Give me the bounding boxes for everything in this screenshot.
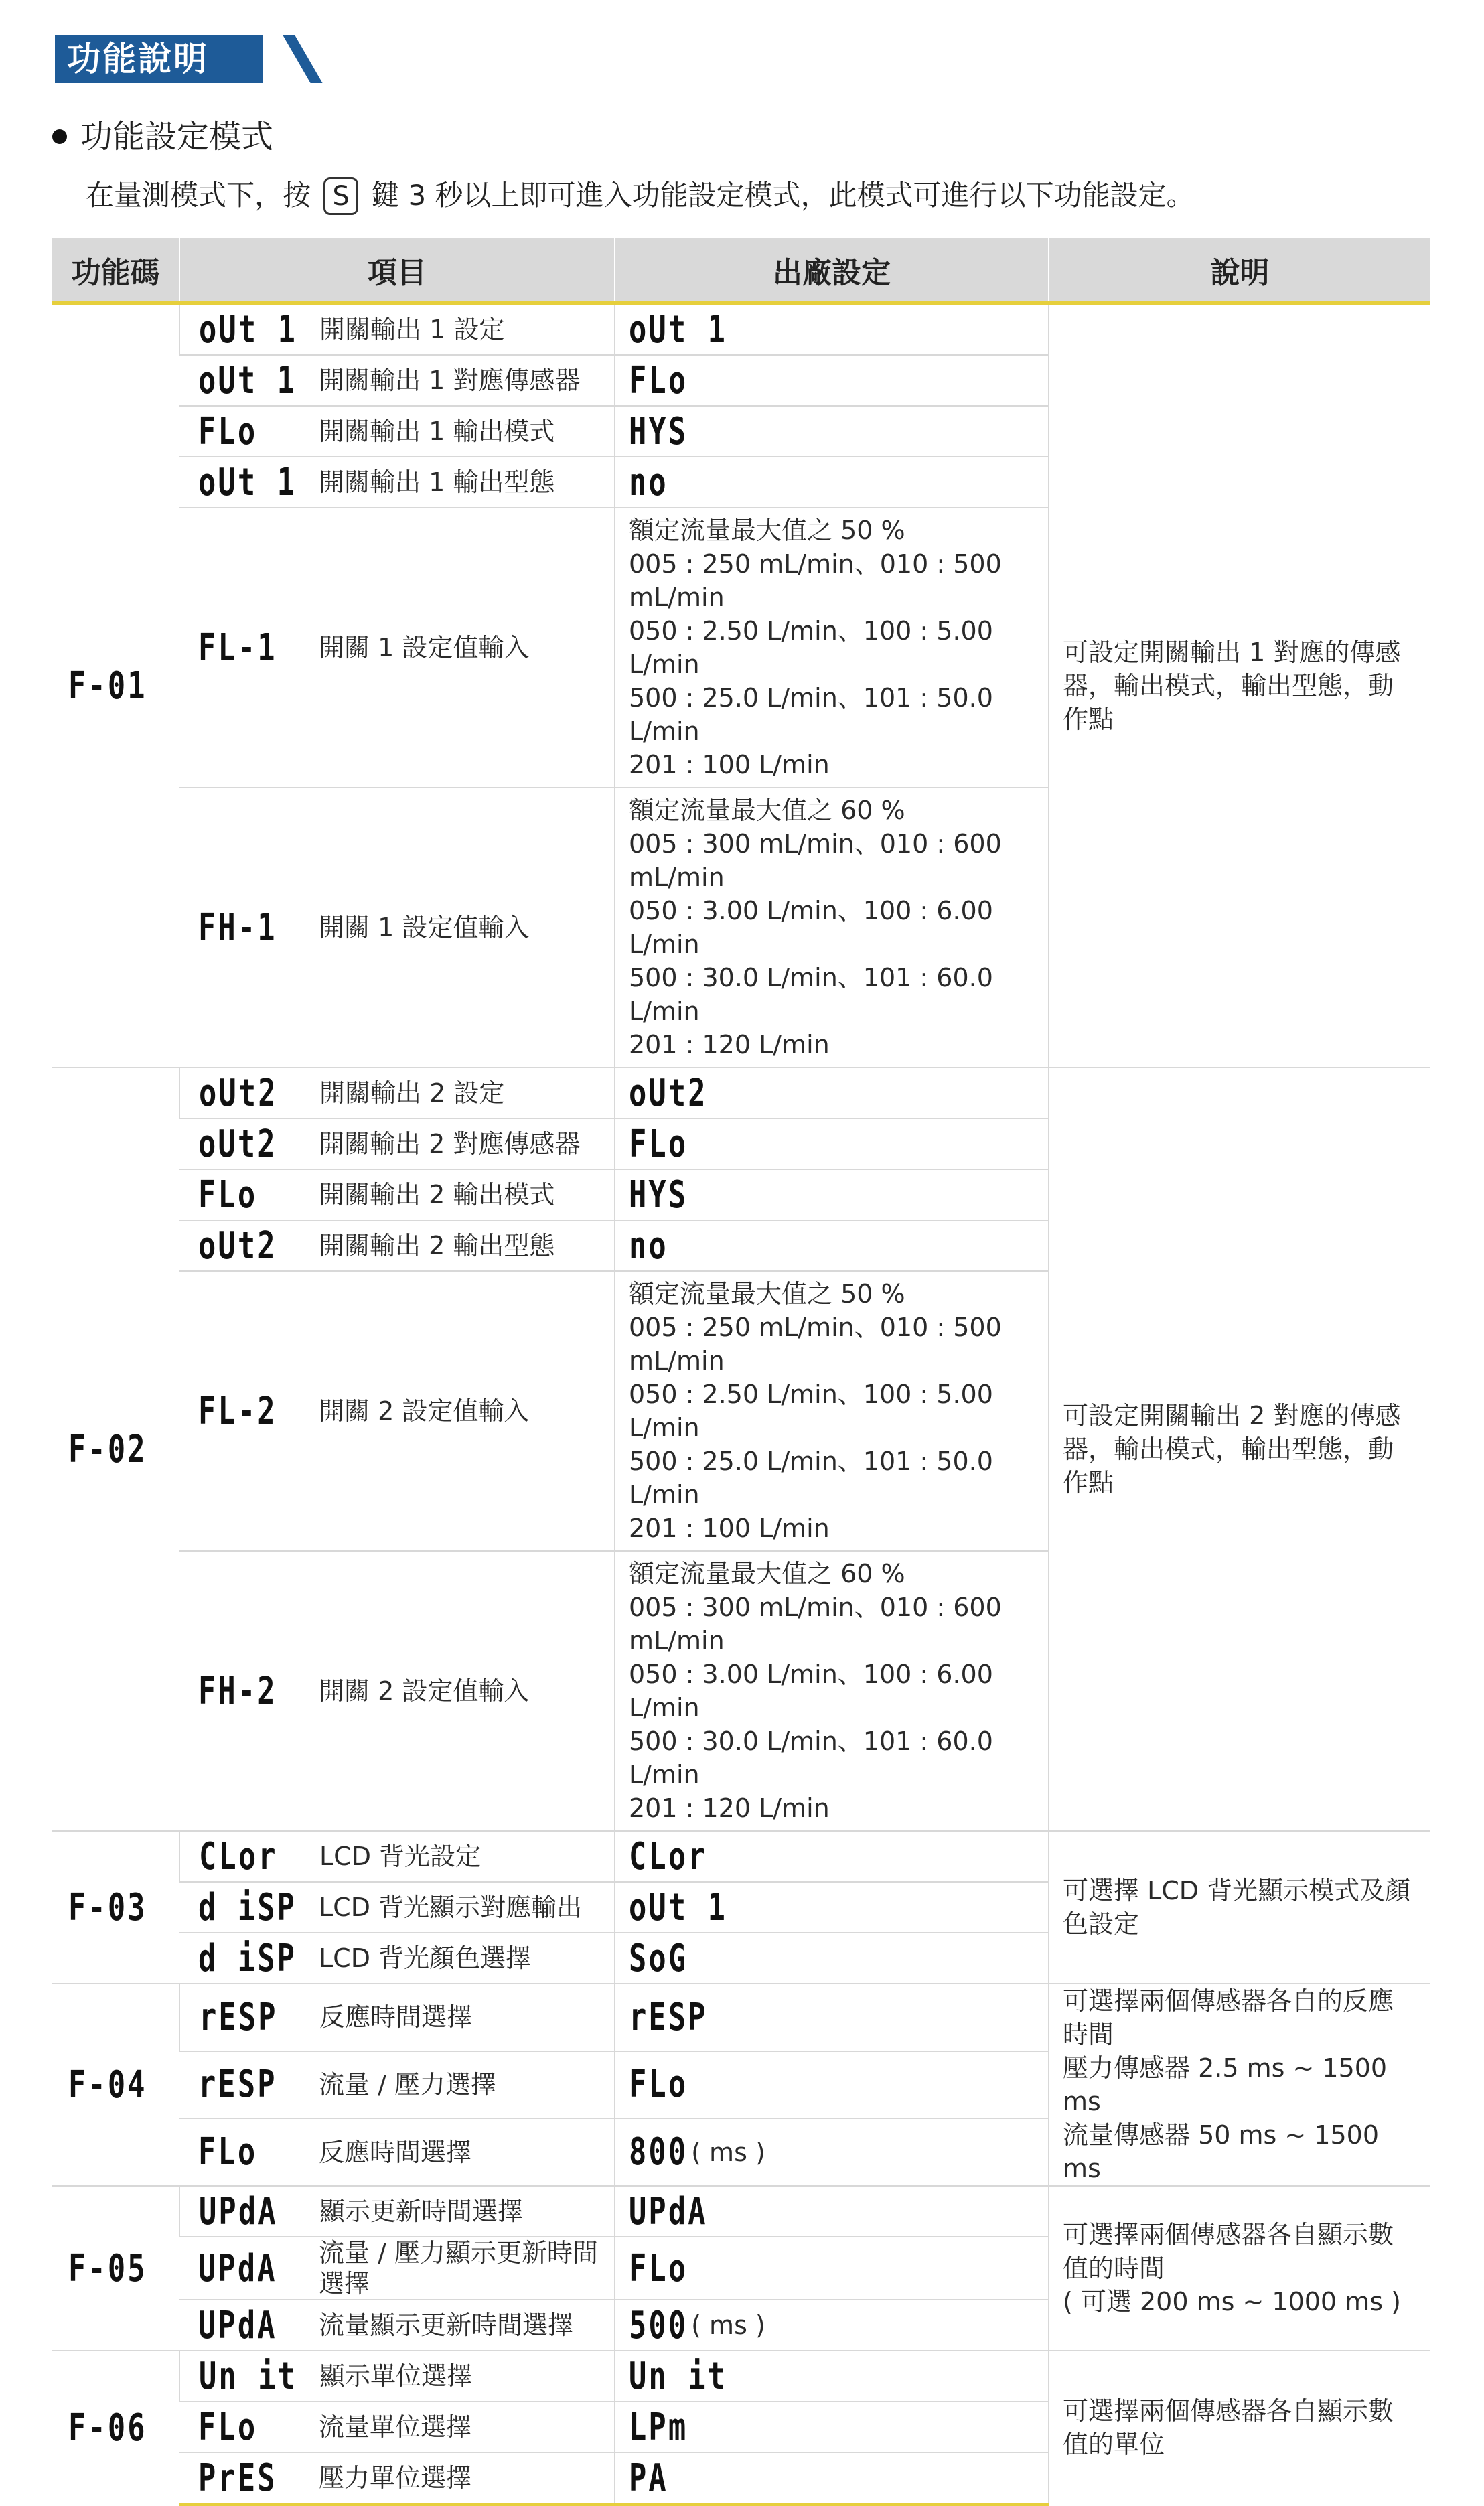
default-content: [629, 457, 1048, 507]
item-label: 開關輸出 1 輸出模式: [319, 417, 555, 446]
item-cell: [179, 1551, 615, 1831]
item-content: [179, 1221, 614, 1270]
item-content: [180, 305, 614, 354]
default-content: [629, 1119, 1048, 1169]
item-label: 壓力單位選擇: [319, 2463, 472, 2493]
default-cell: [615, 1118, 1049, 1169]
item-lcd-display: d iSP: [198, 1885, 297, 1929]
default-lcd-display: LPm: [629, 2405, 688, 2449]
header-default: 出廠設定: [615, 238, 1049, 303]
item-label: 開關輸出 2 設定: [319, 1078, 505, 1108]
default-content: [629, 2243, 1048, 2293]
table-row: [52, 1984, 1430, 2051]
table-row: [52, 1067, 1430, 1118]
item-cell: [179, 2300, 615, 2351]
default-content: [629, 508, 1048, 787]
item-label: 開關輸出 1 輸出型態: [319, 467, 555, 497]
item-label: 流量 / 壓力選擇: [319, 2069, 496, 2099]
item-label: 開關 1 設定值輸入: [319, 633, 530, 662]
default-lcd-display: HYS: [629, 1173, 688, 1217]
item-content: [180, 1992, 614, 2042]
item-cell: [179, 1984, 615, 2051]
item-lcd-display: FLo: [198, 2405, 258, 2449]
default-lcd-display: oUt2: [629, 1071, 708, 1115]
default-content: [629, 1221, 1048, 1270]
item-content: [180, 2187, 614, 2236]
item-cell: [179, 2237, 615, 2300]
item-content: [179, 1170, 614, 1220]
function-code-cell: [52, 1831, 179, 1984]
default-content: [629, 2402, 1048, 2452]
item-cell: [179, 2051, 615, 2119]
item-lcd-display: rESP: [199, 1995, 278, 2039]
function-code-cell: [52, 1067, 179, 1831]
item-lcd-display: UPdA: [198, 2246, 277, 2290]
item-content: [179, 1119, 614, 1169]
function-code-cell: [52, 303, 179, 1068]
item-cell: [179, 355, 615, 406]
item-lcd-display: Un it: [199, 2354, 298, 2398]
default-cell: [615, 788, 1049, 1067]
item-content: [179, 1933, 614, 1983]
item-lcd-display: oUt 1: [199, 307, 298, 352]
default-cell: [615, 1933, 1049, 1984]
default-content: [629, 356, 1048, 405]
default-lcd-display: oUt 1: [629, 307, 728, 352]
item-lcd-display: oUt2: [198, 1224, 277, 1268]
default-content: [629, 2453, 1048, 2503]
mode-heading: [52, 115, 273, 158]
default-lcd-display: FLo: [629, 1122, 688, 1166]
default-content: [629, 788, 1048, 1067]
item-lcd-display: oUt2: [199, 1071, 278, 1115]
default-content: [629, 1272, 1048, 1550]
description-cell: [1049, 1984, 1430, 2186]
bullet-icon: [52, 129, 67, 144]
table-row: [52, 2351, 1430, 2402]
item-cell: [179, 508, 615, 788]
item-label: 反應時間選擇: [319, 2137, 472, 2167]
item-cell: [179, 1882, 615, 1933]
default-text: 額定流量最大值之 50 % 005 : 250 mL/min、010 : 500 mL/min 050 : 2.50 L/min、100 : 5.00 L/min 500 : 25.0 L/min、101 : 50.0 L/min 201 : 100 L/min: [629, 516, 1002, 780]
item-cell: [179, 2452, 615, 2505]
default-cell: [615, 2237, 1049, 2300]
table-row: [52, 2186, 1430, 2237]
description-cell: [1049, 2351, 1430, 2505]
default-lcd-display: PA: [629, 2456, 668, 2500]
default-content: [629, 2351, 1048, 2401]
item-label: 開關 2 設定值輸入: [319, 1676, 530, 1706]
item-lcd-display: FLo: [198, 2130, 258, 2175]
description-text: 可選擇兩個傳感器各自顯示數值的時間 ( 可選 200 ms ~ 1000 ms ): [1063, 2220, 1401, 2316]
item-lcd-display: d iSP: [198, 1936, 297, 1980]
default-content: [629, 1068, 1048, 1118]
default-lcd-display: FLo: [629, 2246, 688, 2290]
default-cell: [615, 1831, 1049, 1882]
default-cell: [615, 2300, 1049, 2351]
item-label: 開關輸出 2 對應傳感器: [319, 1129, 581, 1159]
default-cell: [615, 1220, 1049, 1271]
intro-paragraph: [86, 175, 1195, 216]
function-code: F-05: [68, 2246, 147, 2290]
default-cell: [615, 1067, 1049, 1118]
item-content: [179, 1883, 614, 1932]
item-lcd-display: rESP: [198, 2063, 277, 2107]
item-content: [179, 1666, 614, 1716]
item-label: LCD 背光顏色選擇: [319, 1943, 532, 1973]
item-lcd-display: FLo: [198, 1173, 258, 1217]
item-label: 開關輸出 1 設定: [319, 315, 505, 344]
default-cell: [615, 2051, 1049, 2119]
default-cell: [615, 2402, 1049, 2452]
default-cell: [615, 2118, 1049, 2186]
item-content: [179, 2300, 614, 2350]
default-cell: [615, 2186, 1049, 2237]
table-body: [52, 303, 1430, 2505]
default-content: [629, 2300, 1048, 2350]
item-cell: [179, 1067, 615, 1118]
description-text: 可設定開關輸出 2 對應的傳感器，輸出模式，輸出型態，動作點: [1063, 1401, 1401, 1497]
item-label: 開關輸出 2 輸出模式: [319, 1180, 555, 1209]
item-label: 流量 / 壓力顯示更新時間選擇: [319, 2238, 598, 2298]
default-content: [629, 1883, 1048, 1932]
banner-slash-decoration: [283, 35, 323, 83]
item-content: [180, 1068, 614, 1118]
default-cell: [615, 1169, 1049, 1220]
default-content: [629, 1170, 1048, 1220]
item-label: 顯示單位選擇: [319, 2361, 473, 2391]
s-key-icon: S: [323, 177, 358, 215]
table-row: [52, 1831, 1430, 1882]
header-item: 項目: [179, 238, 615, 303]
item-label: 開關 2 設定值輸入: [319, 1396, 530, 1426]
default-cell: [615, 1271, 1049, 1551]
default-cell: [615, 2452, 1049, 2505]
item-content: [179, 2453, 614, 2503]
item-content: [179, 2402, 614, 2452]
item-label: 開關輸出 2 輸出型態: [319, 1231, 555, 1260]
item-cell: [179, 1831, 615, 1882]
default-text: 額定流量最大值之 60 % 005 : 300 mL/min、010 : 600 mL/min 050 : 3.00 L/min、100 : 6.00 L/min 500 : 30.0 L/min、101 : 60.0 L/min 201 : 120 L/min: [629, 796, 1002, 1059]
default-cell: [615, 1551, 1049, 1831]
default-lcd-display: SoG: [629, 1936, 688, 1980]
description-text: 可選擇 LCD 背光顯示模式及顏色設定: [1063, 1876, 1411, 1939]
default-cell: [615, 303, 1049, 356]
header-code: 功能碼: [52, 238, 179, 303]
default-content: [629, 1832, 1048, 1881]
function-code-cell: [52, 1984, 179, 2186]
function-code-cell: [52, 2186, 179, 2351]
default-lcd-display: no: [629, 1224, 668, 1268]
item-content: [180, 1832, 614, 1881]
default-content: [629, 2060, 1048, 2110]
default-cell: [615, 508, 1049, 788]
item-label: 顯示更新時間選擇: [319, 2197, 524, 2226]
item-label: LCD 背光顯示對應輸出: [319, 1893, 583, 1922]
default-text: 額定流量最大值之 60 % 005 : 300 mL/min、010 : 600 mL/min 050 : 3.00 L/min、100 : 6.00 L/min 500 : 30.0 L/min、101 : 60.0 L/min 201 : 120 L/min: [629, 1559, 1002, 1823]
default-content: [629, 1992, 1048, 2042]
item-cell: [179, 2402, 615, 2452]
default-lcd-display: Un it: [629, 2354, 728, 2398]
default-cell: [615, 1984, 1049, 2051]
item-label: 反應時間選擇: [319, 2002, 473, 2033]
function-code: F-04: [68, 2063, 147, 2107]
item-content: [179, 356, 614, 405]
section-title-banner: [55, 35, 303, 83]
item-lcd-display: FLo: [198, 409, 258, 453]
description-text: 可選擇兩個傳感器各自的反應時間 壓力傳感器 2.5 ms ~ 1500 ms 流量傳感器 50 ms ~ 1500 ms: [1063, 1986, 1394, 2183]
item-cell: [179, 457, 615, 508]
function-code: F-01: [68, 664, 147, 708]
default-lcd-display: no: [629, 460, 668, 504]
item-label: LCD 背光設定: [319, 1842, 481, 1871]
default-lcd-display: CLor: [629, 1834, 708, 1878]
item-lcd-display: FH-1: [198, 905, 277, 950]
item-content: [179, 903, 614, 952]
item-label: 流量顯示更新時間選擇: [319, 2310, 574, 2340]
item-lcd-display: UPdA: [198, 2303, 277, 2347]
item-cell: [179, 1220, 615, 1271]
default-lcd-display: oUt 1: [629, 1885, 728, 1929]
item-cell: [179, 2118, 615, 2186]
description-text: 可選擇兩個傳感器各自顯示數值的單位: [1063, 2396, 1394, 2460]
function-code: F-03: [68, 1885, 147, 1929]
item-lcd-display: UPdA: [199, 2189, 278, 2233]
item-lcd-display: oUt2: [198, 1122, 277, 1166]
default-cell: [615, 355, 1049, 406]
header-desc: 說明: [1049, 238, 1430, 303]
mode-heading-text: 功能設定模式: [80, 118, 274, 155]
default-lcd-display: FLo: [629, 358, 688, 402]
default-content: [629, 2128, 1048, 2177]
item-cell: [179, 2351, 615, 2402]
function-code: F-06: [68, 2406, 147, 2450]
item-lcd-display: oUt 1: [198, 460, 297, 504]
item-content: [179, 2060, 614, 2110]
default-cell: [615, 1882, 1049, 1933]
default-unit: ( ms ): [691, 2310, 765, 2340]
item-lcd-display: CLor: [199, 1834, 278, 1878]
item-lcd-display: FL-2: [198, 1389, 277, 1433]
item-cell: [179, 1933, 615, 1984]
default-content: [629, 305, 1048, 354]
table-row: [52, 303, 1430, 356]
default-lcd-display: FLo: [629, 2063, 688, 2107]
item-cell: [179, 2186, 615, 2237]
item-lcd-display: oUt 1: [198, 358, 297, 402]
default-lcd-display: UPdA: [629, 2189, 708, 2233]
section-title: 功能說明: [67, 40, 209, 78]
default-lcd-display: HYS: [629, 409, 688, 453]
item-content: [179, 2128, 614, 2177]
default-lcd-display: 500: [629, 2303, 688, 2347]
intro-after: 鍵 3 秒以上即可進入功能設定模式，此模式可進行以下功能設定。: [371, 179, 1195, 212]
description-cell: [1049, 2186, 1430, 2351]
default-cell: [615, 457, 1049, 508]
table-header-row: [52, 238, 1430, 303]
description-cell: [1049, 303, 1430, 1068]
item-cell: [179, 788, 615, 1067]
description-cell: [1049, 1067, 1430, 1831]
item-content: [180, 2351, 614, 2401]
function-code: F-02: [68, 1427, 147, 1471]
item-content: [179, 623, 614, 672]
item-lcd-display: FL-1: [198, 625, 277, 670]
item-lcd-display: PrES: [198, 2456, 277, 2500]
item-content: [179, 457, 614, 507]
default-content: [629, 2187, 1048, 2236]
item-label: 開關輸出 1 對應傳感器: [319, 366, 581, 395]
default-content: [629, 1552, 1048, 1830]
default-cell: [615, 2351, 1049, 2402]
item-content: [179, 1386, 614, 1436]
item-cell: [179, 303, 615, 356]
item-lcd-display: FH-2: [198, 1669, 277, 1713]
item-label: 開關 1 設定值輸入: [319, 913, 530, 942]
item-cell: [179, 1118, 615, 1169]
function-code-cell: [52, 2351, 179, 2505]
default-unit: ( ms ): [691, 2137, 765, 2167]
function-table: [52, 238, 1430, 2506]
item-content: [179, 407, 614, 456]
item-content: [179, 2237, 614, 2299]
default-lcd-display: 800: [629, 2130, 688, 2175]
item-label: 流量單位選擇: [319, 2412, 472, 2442]
default-content: [629, 407, 1048, 456]
intro-before: 在量測模式下，按: [86, 179, 311, 212]
description-cell: [1049, 1831, 1430, 1984]
item-cell: [179, 406, 615, 457]
item-cell: [179, 1271, 615, 1551]
default-cell: [615, 406, 1049, 457]
item-cell: [179, 1169, 615, 1220]
default-text: 額定流量最大值之 50 % 005 : 250 mL/min、010 : 500 mL/min 050 : 2.50 L/min、100 : 5.00 L/min 500 : 25.0 L/min、101 : 50.0 L/min 201 : 100 L/min: [629, 1279, 1002, 1543]
default-content: [629, 1933, 1048, 1983]
default-lcd-display: rESP: [629, 1995, 708, 2039]
description-text: 可設定開關輸出 1 對應的傳感器，輸出模式，輸出型態，動作點: [1063, 638, 1401, 734]
